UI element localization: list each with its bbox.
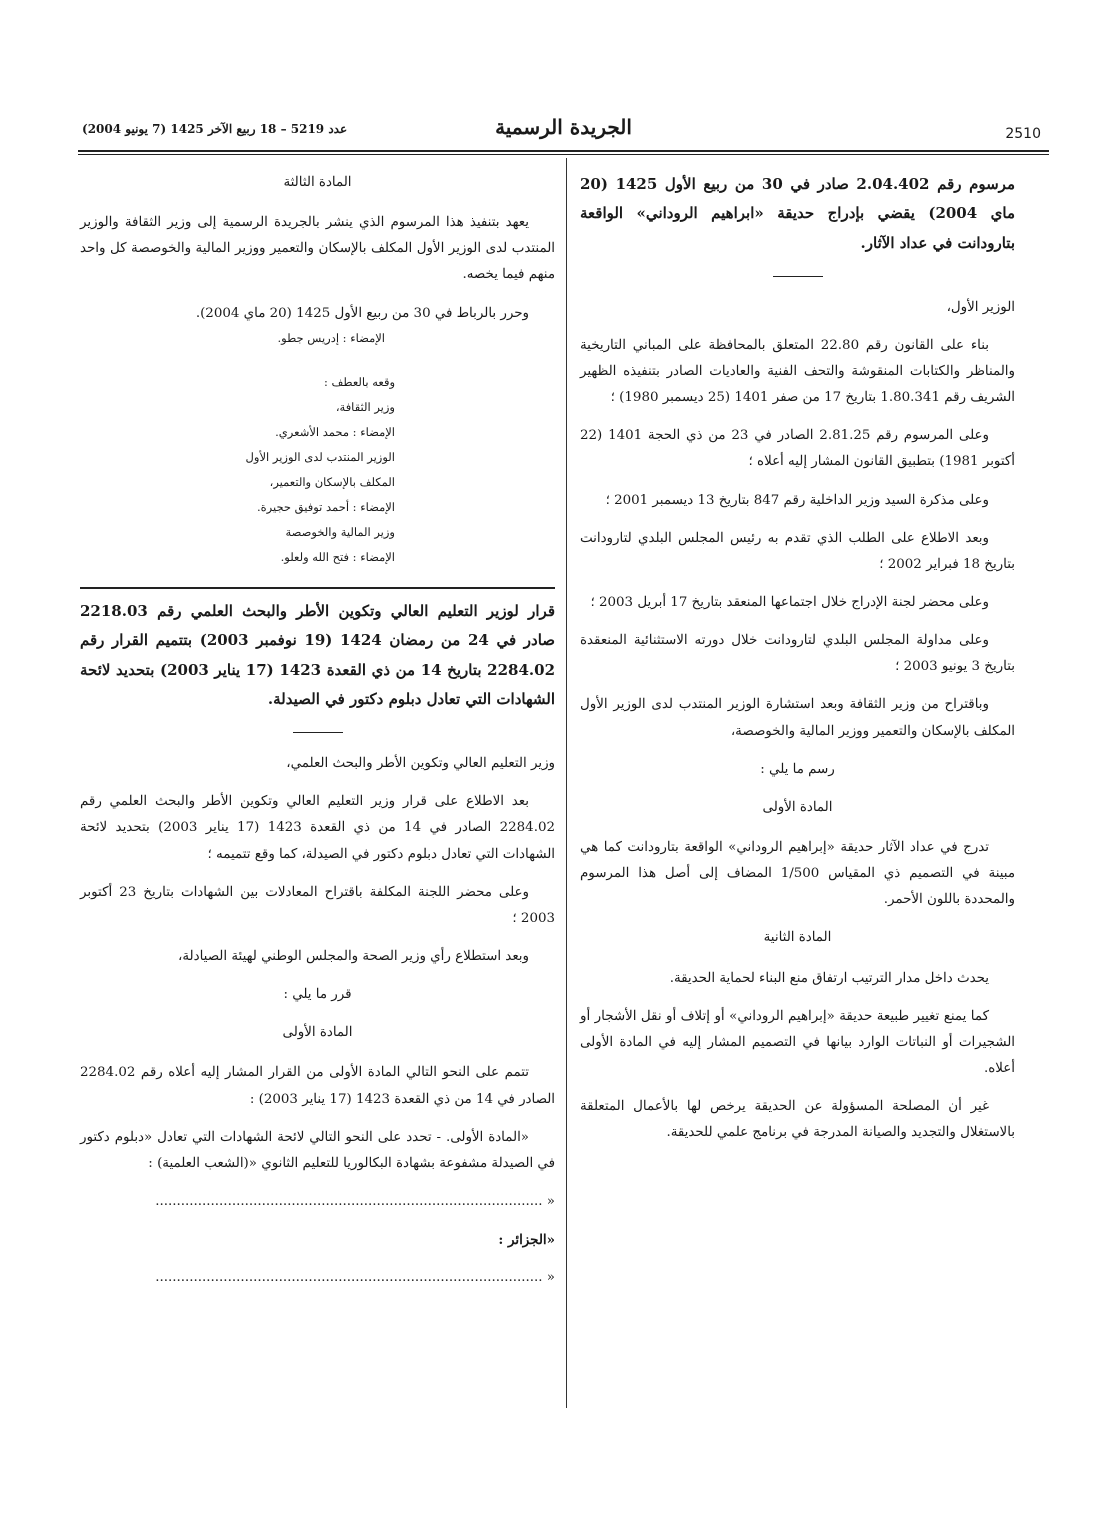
right-column [580, 170, 1015, 1158]
article-1-text: تدرج في عداد الآثار حديقة «إبراهيم الروداني» الواقعة بتارودانت كما هي مبينة في التصميم ذي المقياس 1/500 المضاف إلى أصل هذا المرسوم والمحددة باللون الأحمر. [580, 840, 1015, 908]
header-rule-thin [78, 154, 1049, 155]
decreed-statement: رسم ما يلي : [760, 761, 835, 777]
order-article-1-text: تتمم على النحو التالي المادة الأولى من القرار المشار إليه أعلاه رقم 2284.02 الصادر في 14 من ذي القعدة 1423 (17 يناير 2003) : [80, 1065, 555, 1107]
decree-paragraph: بناء على القانون رقم 22.80 المتعلق بالمحافظة على المباني التاريخية والمناظر والكتابات المنقوشة والتحف الفنية والعاديات الصادر بتنفيذه الظهير الشريف رقم 1.80.341 بتاريخ 17 من صفر 1401 (25 ديسمبر 1980) ؛ [580, 337, 1015, 406]
decree-paragraph: وعلى مداولة المجلس البلدي لتارودانت خلال دورته الاستثنائية المنعقدة بتاريخ 3 يونيو 2003 ؛ [580, 633, 1015, 675]
article-3-text: يعهد بتنفيذ هذا المرسوم الذي ينشر بالجريدة الرسمية إلى وزير الثقافة والوزير المنتدب لدى الوزير الأول المكلف بالإسكان والتعمير ووزير المالية والخوصصة كل واحد منهم فيما يخصه. [80, 215, 555, 283]
page-number: 2510 [1005, 126, 1041, 142]
countersign-line: الإمضاء : محمد الأشعري. [275, 425, 395, 440]
column-divider [566, 158, 567, 1408]
order-paragraph: وعلى محضر اللجنة المكلفة باقتراح المعادلات بين الشهادات بتاريخ 23 أكتوبر 2003 ؛ [80, 884, 555, 926]
decree-paragraph: وعلى مذكرة السيد وزير الداخلية رقم 847 بتاريخ 13 ديسمبر 2001 ؛ [605, 492, 989, 508]
decree-paragraph: وعلى محضر لجنة الإدراج خلال اجتماعها المنعقد بتاريخ 17 أبريل 2003 ؛ [590, 595, 989, 611]
countersign-line: الإمضاء : فتح الله ولعلو. [280, 550, 395, 565]
page-header [78, 112, 1049, 150]
article-2-heading: المادة الثانية [763, 930, 832, 946]
order-article-1-heading: المادة الأولى [282, 1025, 353, 1041]
algeria-label: «الجزائر : [498, 1232, 555, 1249]
title-separator [293, 732, 343, 733]
journal-title: الجريدة الرسمية [495, 115, 632, 139]
order-title: قرار لوزير التعليم العالي وتكوين الأطر والبحث العلمي رقم 2218.03 صادر في 24 من رمضان 1424 (19 نوفمبر 2003) بتتميم القرار رقم 2284.02 بتاريخ 14 من ذي القعدة 1423 (17 يناير 2003) بتحديد لائحة الشهادات التي تعادل دبلوم دكتور في الصيدلة. [80, 602, 556, 708]
order-paragraph: وبعد استطلاع رأي وزير الصحة والمجلس الوطني لهيئة الصيادلة، [178, 948, 529, 964]
article-1-heading: المادة الأولى [762, 799, 833, 815]
quoted-article: «المادة الأولى. - تحدد على النحو التالي لائحة الشهادات التي تعادل «دبلوم دكتور في الصيدلة مشفوعة بشهادة البكالوريا للتعليم الثانوي «(الشعب العلمية) : [80, 1129, 555, 1171]
article-3-heading: المادة الثالثة [283, 175, 352, 190]
article-2-paragraph: يحدث داخل مدار الترتيب ارتفاق منع البناء لحماية الحديقة. [669, 970, 989, 986]
decree-title: مرسوم رقم 2.04.402 صادر في 30 من ربيع الأول 1425 (20 ماي 2004) يقضي بإدراج حديقة «ابراهيم الروداني» الواقعة بتارودانت في عداد الآثار. [580, 175, 1015, 252]
prime-minister-signature: الإمضاء : إدريس جطو. [277, 330, 385, 345]
article-2-paragraph: كما يمنع تغيير طبيعة حديقة «إبراهيم الروداني» أو إتلاف أو نقل الأشجار أو الشجيرات أو النباتات الوارد بيانها في التصميم المشار إليه في المادة الأولى أعلاه. [580, 1008, 1015, 1076]
left-column [80, 170, 555, 1303]
countersign-line: وزير الثقافة، [335, 400, 395, 415]
countersign-line: وقعه بالعطف : [323, 375, 395, 390]
decree-paragraph: وبعد الاطلاع على الطلب الذي تقدم به رئيس المجلس البلدي لتارودانت بتاريخ 18 فبراير 2002 ؛ [580, 530, 1015, 572]
header-rule [78, 150, 1049, 152]
countersign-line: المكلف بالإسكان والتعمير، [269, 475, 395, 490]
order-paragraph: بعد الاطلاع على قرار وزير التعليم العالي وتكوين الأطر والبحث العلمي رقم 2284.02 الصادر في 14 من ذي القعدة 1423 (17 يناير 2003) بتحديد لائحة الشهادات التي تعادل دبلوم دكتور في الصيدلة، كما وقع تتميمه ؛ [80, 794, 555, 862]
countersign-line: الإمضاء : أحمد توفيق حجيرة. [256, 500, 395, 515]
issue-info: عدد 5219 – 18 ربيع الآخر 1425 (7 يونيو 2004) [82, 122, 348, 136]
countersign-line: وزير المالية والخوصصة [285, 525, 395, 540]
order-authority: وزير التعليم العالي وتكوين الأطر والبحث العلمي، [286, 756, 555, 772]
decree-paragraph: وباقتراح من وزير الثقافة وبعد استشارة الوزير المنتدب لدى الوزير الأول المكلف بالإسكان والتعمير ووزير المالية والخوصصة، [580, 697, 1015, 739]
decree-paragraph: وعلى المرسوم رقم 2.81.25 الصادر في 23 من ذي الحجة 1401 (22 أكتوبر 1981) بتطبيق القانون المشار إليه أعلاه ؛ [580, 428, 1015, 470]
section-separator [80, 587, 555, 589]
decree-authority: الوزير الأول، [946, 299, 1015, 315]
done-at: وحرر بالرباط في 30 من ربيع الأول 1425 (20 ماي 2004). [195, 305, 529, 321]
article-2-paragraph: غير أن المصلحة المسؤولة عن الحديقة يرخص لها بالأعمال المتعلقة بالاستغلال والتجديد والصيانة المدرجة في برنامج علمي للحديقة. [580, 1099, 1015, 1141]
countersign-line: الوزير المنتدب لدى الوزير الأول [245, 450, 395, 465]
order-decided: قرر ما يلي : [283, 987, 352, 1003]
title-separator [773, 276, 823, 277]
countersign-block [80, 371, 555, 569]
dotted-line: « ........................................................................................... [155, 1270, 555, 1286]
dotted-line: « ........................................................................................... [155, 1193, 555, 1209]
